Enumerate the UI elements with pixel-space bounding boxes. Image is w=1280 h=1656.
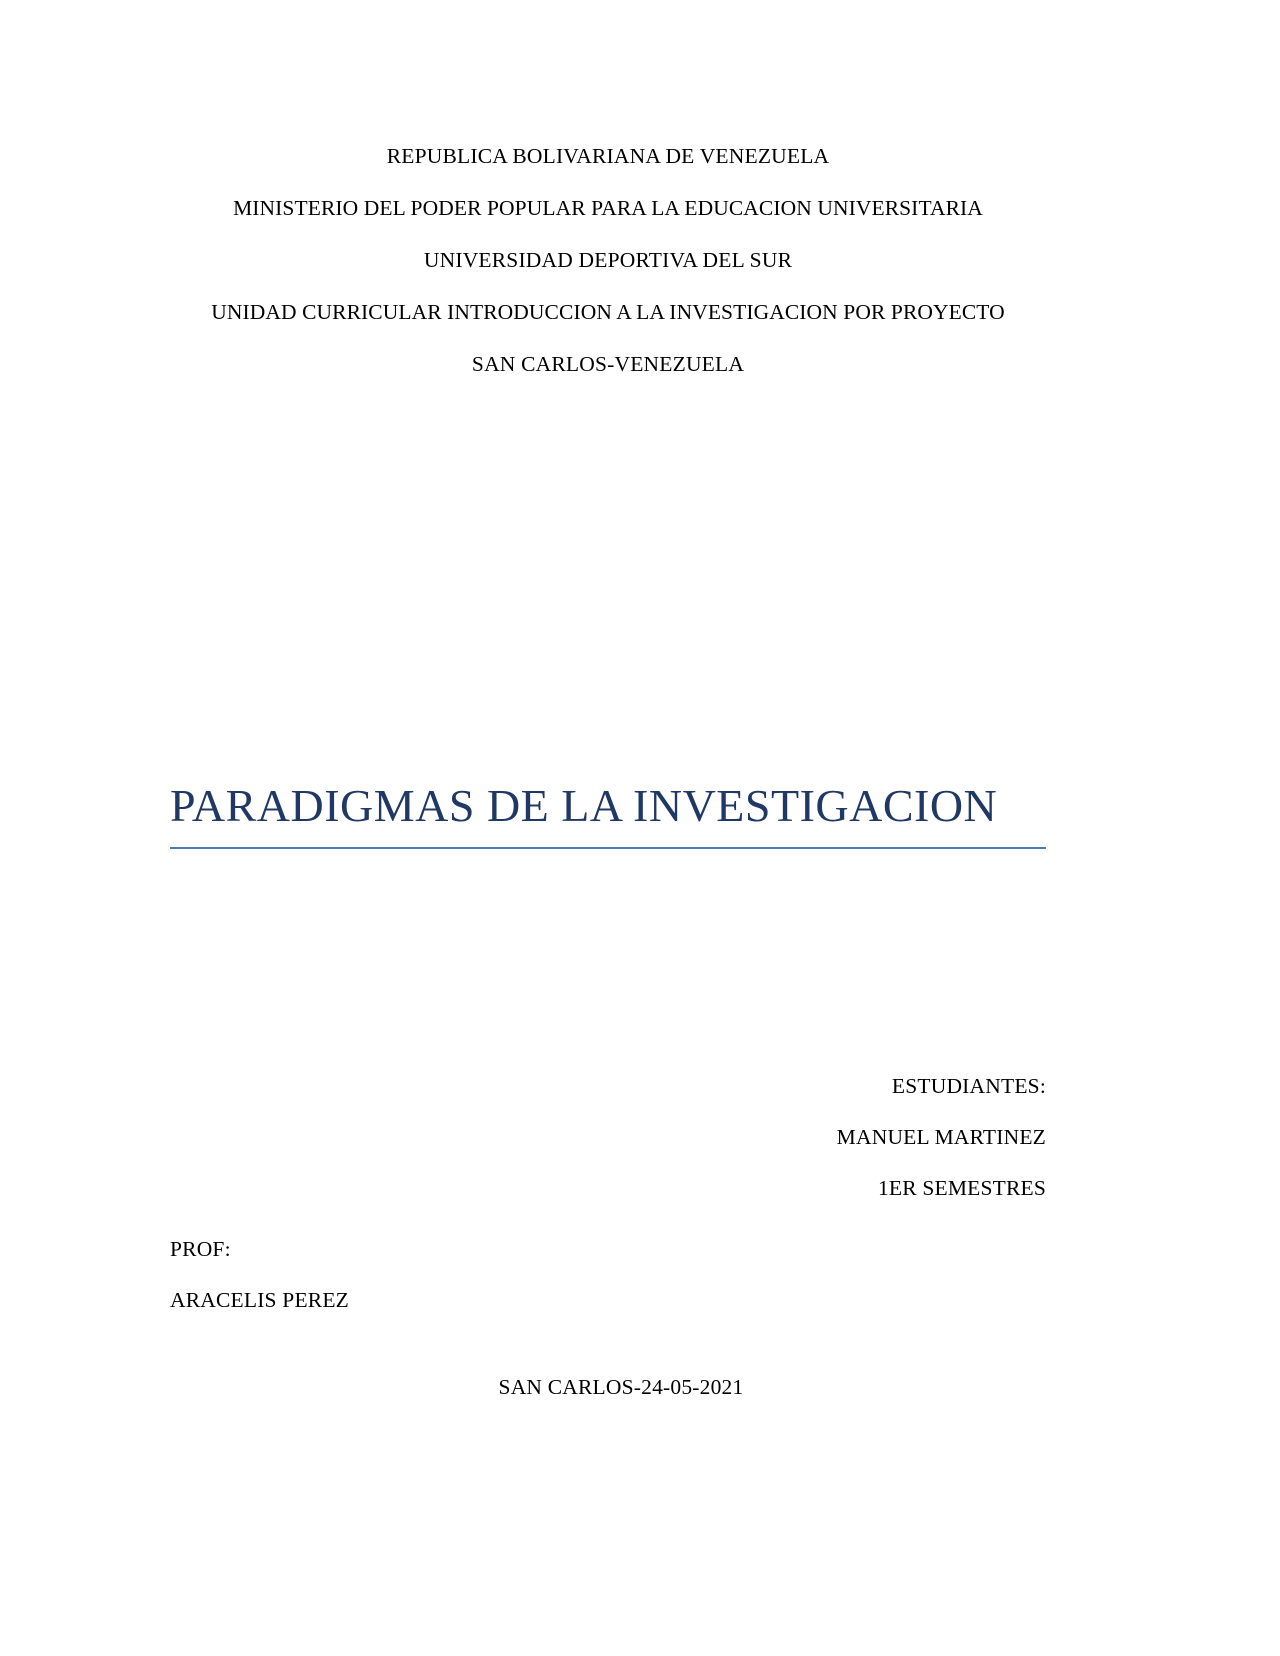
header-line-ministry: MINISTERIO DEL PODER POPULAR PARA LA EDUCACION UNIVERSITARIA: [233, 196, 983, 220]
header-line-university: UNIVERSIDAD DEPORTIVA DEL SUR: [423, 248, 793, 272]
spacer-below-title: [170, 849, 1046, 1061]
document-content: [170, 130, 1046, 1404]
institution-header: [170, 130, 1046, 390]
spacer-above-footer: [170, 1326, 1046, 1370]
place-and-date: SAN CARLOS-24-05-2021: [498, 1374, 744, 1399]
page-title: PARADIGMAS DE LA INVESTIGACION: [170, 780, 1046, 849]
spacer-above-title: [170, 390, 1046, 780]
footer-block: [170, 1370, 1046, 1404]
professor-label: PROF:: [170, 1236, 231, 1261]
header-line-course: UNIDAD CURRICULAR INTRODUCCION A LA INVESTIGACION POR PROYECTO: [211, 300, 1005, 324]
spacer-above-professor: [170, 1214, 1046, 1224]
student-name: MANUEL MARTINEZ: [836, 1124, 1046, 1149]
professor-name: ARACELIS PEREZ: [170, 1287, 349, 1312]
students-block: [170, 1061, 1046, 1214]
student-semester: 1ER SEMESTRES: [877, 1175, 1046, 1200]
header-line-location: SAN CARLOS-VENEZUELA: [471, 352, 745, 376]
students-label: ESTUDIANTES:: [891, 1073, 1046, 1098]
header-line-country: REPUBLICA BOLIVARIANA DE VENEZUELA: [386, 144, 830, 168]
professor-block: [170, 1224, 1046, 1326]
